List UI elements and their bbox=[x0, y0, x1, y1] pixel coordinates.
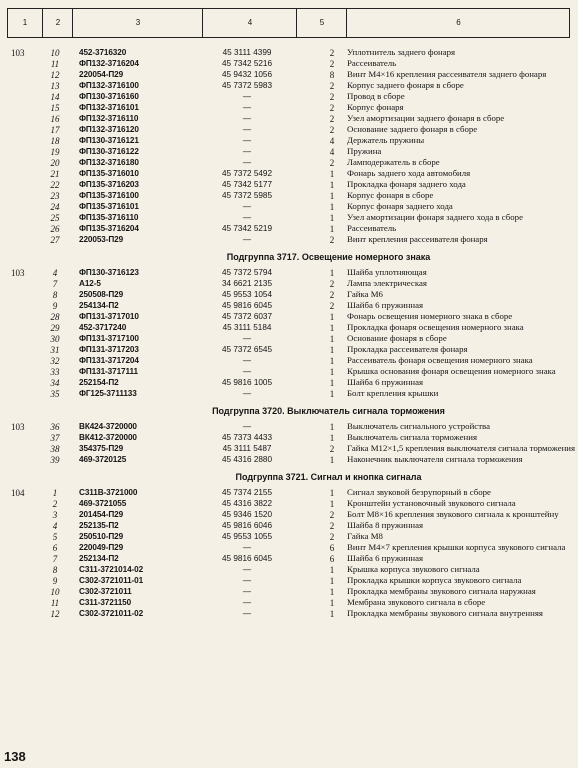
part-name: Провод в сборе bbox=[347, 91, 405, 101]
part-name: Рассеиватель фонаря освещения номерного знака bbox=[347, 355, 533, 365]
item-number: 7 bbox=[52, 554, 58, 564]
quantity: 2 bbox=[329, 290, 335, 300]
catalog-number: — bbox=[242, 202, 252, 211]
quantity: 2 bbox=[329, 48, 335, 58]
table-row bbox=[7, 334, 570, 345]
item-number: 6 bbox=[52, 543, 58, 553]
part-code: С302-3721011-01 bbox=[79, 576, 144, 585]
part-code: ФП131-3717203 bbox=[79, 345, 139, 354]
quantity: 4 bbox=[329, 136, 335, 146]
item-number: 2 bbox=[52, 499, 58, 509]
part-code: 252134-П2 bbox=[79, 554, 119, 563]
catalog-number: 45 7372 5794 bbox=[221, 268, 273, 277]
item-number: 8 bbox=[52, 565, 58, 575]
part-code: 250508-П29 bbox=[79, 290, 124, 299]
part-name: Крышка корпуса звукового сигнала bbox=[347, 564, 480, 574]
group-number: 103 bbox=[11, 422, 25, 432]
part-name: Шайба 6 пружинная bbox=[347, 553, 424, 563]
part-name: Наконечник выключателя сигнала торможения bbox=[347, 454, 523, 464]
part-name: Узел амортизации фонаря заднего хода в сборе bbox=[347, 212, 523, 222]
part-name: Сигнал звуковой безрупорный в сборе bbox=[347, 487, 491, 497]
catalog-number: — bbox=[242, 598, 252, 607]
item-number: 11 bbox=[50, 598, 60, 608]
part-code: ФП130-3716160 bbox=[79, 92, 139, 101]
catalog-number: 45 3111 5184 bbox=[222, 323, 272, 332]
catalog-number: — bbox=[242, 422, 252, 431]
item-number: 30 bbox=[50, 334, 60, 344]
item-number: 31 bbox=[50, 345, 60, 355]
item-number: 28 bbox=[50, 312, 60, 322]
item-number: 11 bbox=[50, 59, 60, 69]
part-name: Гайка М12×1,5 крепления выключателя сигнала торможения bbox=[347, 443, 576, 453]
part-code: ФП132-3716204 bbox=[79, 59, 139, 68]
part-code: ФП130-3716121 bbox=[79, 136, 139, 145]
part-name: Ламподержатель в сборе bbox=[347, 157, 440, 167]
table-row bbox=[7, 235, 570, 246]
part-code: 452-3716320 bbox=[79, 48, 127, 57]
catalog-number: — bbox=[242, 213, 252, 222]
part-code: 201454-П29 bbox=[79, 510, 124, 519]
table-row bbox=[7, 290, 570, 301]
quantity: 2 bbox=[329, 59, 335, 69]
part-code: ФП135-3716100 bbox=[79, 191, 139, 200]
part-code: ФП132-3716180 bbox=[79, 158, 139, 167]
part-code: С302-3721011 bbox=[79, 587, 132, 596]
item-number: 38 bbox=[50, 444, 60, 454]
catalog-number: — bbox=[242, 334, 252, 343]
part-code: ФП131-3717111 bbox=[79, 367, 138, 376]
part-code: 452-3717240 bbox=[79, 323, 127, 332]
part-code: 252135-П2 bbox=[79, 521, 119, 530]
catalog-number: — bbox=[242, 114, 252, 123]
quantity: 1 bbox=[329, 202, 335, 212]
part-name: Рассеиватель bbox=[347, 223, 397, 233]
table-row bbox=[7, 279, 570, 290]
part-code: 220049-П29 bbox=[79, 543, 124, 552]
part-name: Рассеиватель bbox=[347, 58, 397, 68]
part-code: ВК424-3720000 bbox=[79, 422, 137, 431]
item-number: 12 bbox=[50, 609, 60, 619]
part-name: Выключатель сигнала торможения bbox=[347, 432, 477, 442]
part-name: Узел амортизации заднего фонаря в сборе bbox=[347, 113, 505, 123]
catalog-number: — bbox=[242, 576, 252, 585]
catalog-number: — bbox=[242, 125, 252, 134]
part-code: С302-3721011-02 bbox=[79, 609, 144, 618]
catalog-number: — bbox=[242, 136, 252, 145]
part-code: ФП132-3716120 bbox=[79, 125, 139, 134]
catalog-number: 45 9816 6046 bbox=[221, 521, 273, 530]
catalog-number: 45 3111 5487 bbox=[222, 444, 272, 453]
group-number: 104 bbox=[11, 488, 25, 498]
header-col-4: 4 bbox=[202, 9, 297, 37]
catalog-number: — bbox=[242, 609, 252, 618]
table-row bbox=[7, 180, 570, 191]
quantity: 2 bbox=[329, 92, 335, 102]
quantity: 1 bbox=[329, 576, 335, 586]
item-number: 3 bbox=[52, 510, 58, 520]
subgroup-title: Подгруппа 3717. Освещение номерного знака bbox=[226, 252, 431, 262]
catalog-number: — bbox=[242, 103, 252, 112]
item-number: 20 bbox=[50, 158, 60, 168]
part-code: ФП132-3716100 bbox=[79, 81, 139, 90]
table-row bbox=[7, 48, 570, 59]
catalog-number: 45 7342 5219 bbox=[221, 224, 273, 233]
part-name: Корпус заднего фонаря в сборе bbox=[347, 80, 464, 90]
item-number: 33 bbox=[50, 367, 60, 377]
part-code: С311В-3721000 bbox=[79, 488, 138, 497]
table-row bbox=[7, 543, 570, 554]
table-row bbox=[7, 422, 570, 433]
quantity: 1 bbox=[329, 378, 335, 388]
part-code: ФП131-3717100 bbox=[79, 334, 139, 343]
part-code: ФП130-3716123 bbox=[79, 268, 139, 277]
quantity: 1 bbox=[329, 345, 335, 355]
item-number: 8 bbox=[52, 290, 58, 300]
part-code: ФП135-3716010 bbox=[79, 169, 139, 178]
part-name: Прокладка мембраны звукового сигнала внутренняя bbox=[347, 608, 543, 618]
part-code: 354375-П29 bbox=[79, 444, 124, 453]
table-row bbox=[7, 323, 570, 334]
part-code: ФП135-3716204 bbox=[79, 224, 139, 233]
quantity: 1 bbox=[329, 312, 335, 322]
part-code: ФП132-3716110 bbox=[79, 114, 139, 123]
quantity: 1 bbox=[329, 224, 335, 234]
table-row bbox=[7, 510, 570, 521]
part-name: Основание фонаря в сборе bbox=[347, 333, 447, 343]
catalog-number: 45 9816 1005 bbox=[221, 378, 273, 387]
catalog-number: 45 7372 5492 bbox=[221, 169, 273, 178]
quantity: 2 bbox=[329, 444, 335, 454]
subgroup-title: Подгруппа 3721. Сигнал и кнопка сигнала bbox=[235, 472, 422, 482]
catalog-number: 45 9432 1056 bbox=[221, 70, 273, 79]
header-col-5: 5 bbox=[296, 9, 347, 37]
quantity: 1 bbox=[329, 609, 335, 619]
item-number: 29 bbox=[50, 323, 60, 333]
quantity: 2 bbox=[329, 301, 335, 311]
quantity: 1 bbox=[329, 587, 335, 597]
item-number: 14 bbox=[50, 92, 60, 102]
group-number: 103 bbox=[11, 48, 25, 58]
part-name: Гайка М8 bbox=[347, 531, 383, 541]
catalog-number: — bbox=[242, 565, 252, 574]
part-code: ФП135-3716101 bbox=[79, 202, 139, 211]
catalog-number: — bbox=[242, 356, 252, 365]
quantity: 2 bbox=[329, 521, 335, 531]
table-row bbox=[7, 147, 570, 158]
part-name: Мембрана звукового сигнала в сборе bbox=[347, 597, 486, 607]
catalog-number: 45 9553 1054 bbox=[221, 290, 273, 299]
catalog-number: 45 9816 6045 bbox=[221, 554, 273, 563]
item-number: 4 bbox=[52, 268, 58, 278]
quantity: 1 bbox=[329, 191, 335, 201]
table-row bbox=[7, 554, 570, 565]
part-name: Винт крепления рассеивателя фонаря bbox=[347, 234, 488, 244]
part-name: Прокладка рассеивателя фонаря bbox=[347, 344, 468, 354]
quantity: 1 bbox=[329, 367, 335, 377]
table-row bbox=[7, 136, 570, 147]
part-code: С311-3721014-02 bbox=[79, 565, 144, 574]
part-code: 469-3721055 bbox=[79, 499, 127, 508]
item-number: 25 bbox=[50, 213, 60, 223]
quantity: 1 bbox=[329, 433, 335, 443]
part-name: Шайба 6 пружинная bbox=[347, 300, 424, 310]
part-name: Прокладка крышки корпуса звукового сигнала bbox=[347, 575, 522, 585]
header-col-1: 1 bbox=[22, 18, 28, 27]
table-row bbox=[7, 609, 570, 620]
quantity: 1 bbox=[329, 356, 335, 366]
part-name: Прокладка мембраны звукового сигнала наружная bbox=[347, 586, 536, 596]
part-code: ФП131-3717010 bbox=[79, 312, 139, 321]
catalog-number: — bbox=[242, 389, 252, 398]
item-number: 27 bbox=[50, 235, 60, 245]
table-row bbox=[7, 114, 570, 125]
catalog-number: — bbox=[242, 235, 252, 244]
catalog-number: — bbox=[242, 92, 252, 101]
part-code: 252154-П2 bbox=[79, 378, 119, 387]
quantity: 4 bbox=[329, 147, 335, 157]
table-row bbox=[7, 125, 570, 136]
part-name: Пружина bbox=[347, 146, 382, 156]
catalog-page bbox=[7, 8, 576, 756]
part-name: Фонарь заднего хода автомобиля bbox=[347, 168, 471, 178]
item-number: 16 bbox=[50, 114, 60, 124]
item-number: 39 bbox=[50, 455, 60, 465]
part-code: 469-3720125 bbox=[79, 455, 127, 464]
part-name: Болт крепления крышки bbox=[347, 388, 439, 398]
part-name: Винт М4×16 крепления рассеивателя заднего фонаря bbox=[347, 69, 547, 79]
catalog-number: 45 7342 5216 bbox=[221, 59, 273, 68]
part-name: Крышка основания фонаря освещения номерного знака bbox=[347, 366, 556, 376]
item-number: 4 bbox=[52, 521, 58, 531]
table-row bbox=[7, 389, 570, 400]
item-number: 32 bbox=[50, 356, 60, 366]
part-name: Корпус фонаря bbox=[347, 102, 404, 112]
quantity: 2 bbox=[329, 532, 335, 542]
item-number: 13 bbox=[50, 81, 60, 91]
parts-table-body bbox=[7, 47, 576, 620]
subgroup-title: Подгруппа 3720. Выключатель сигнала торможения bbox=[212, 406, 445, 416]
part-code: 220054-П29 bbox=[79, 70, 124, 79]
catalog-number: 45 7374 2155 bbox=[221, 488, 273, 497]
part-code: ФП131-3717204 bbox=[79, 356, 139, 365]
item-number: 7 bbox=[52, 279, 58, 289]
quantity: 2 bbox=[329, 103, 335, 113]
part-name: Лампа электрическая bbox=[347, 278, 427, 288]
catalog-number: 45 4316 3822 bbox=[221, 499, 273, 508]
catalog-number: — bbox=[242, 543, 252, 552]
part-code: ФП132-3716101 bbox=[79, 103, 139, 112]
catalog-number: 45 9346 1520 bbox=[221, 510, 273, 519]
header-col-3: 3 bbox=[72, 9, 203, 37]
table-row bbox=[7, 70, 570, 81]
catalog-number: 45 3111 4399 bbox=[222, 48, 272, 57]
quantity: 2 bbox=[329, 114, 335, 124]
part-code: ФП130-3716122 bbox=[79, 147, 139, 156]
quantity: 1 bbox=[329, 455, 335, 465]
catalog-number: 45 7372 5983 bbox=[221, 81, 273, 90]
part-name: Болт М8×16 крепления звукового сигнала к кронштейну bbox=[347, 509, 559, 519]
catalog-number: — bbox=[242, 147, 252, 156]
part-name: Корпус фонаря заднего хода bbox=[347, 201, 453, 211]
item-number: 18 bbox=[50, 136, 60, 146]
part-code: ВК412-3720000 bbox=[79, 433, 137, 442]
quantity: 2 bbox=[329, 279, 335, 289]
table-row bbox=[7, 81, 570, 92]
table-row bbox=[7, 92, 570, 103]
part-name: Шайба 8 пружинная bbox=[347, 520, 424, 530]
table-row bbox=[7, 158, 570, 169]
quantity: 6 bbox=[329, 543, 335, 553]
part-name: Гайка М6 bbox=[347, 289, 383, 299]
part-code: 254134-П2 bbox=[79, 301, 119, 310]
part-name: Прокладка фонаря освещения номерного знака bbox=[347, 322, 524, 332]
quantity: 2 bbox=[329, 125, 335, 135]
header-col-2: 2 bbox=[42, 9, 73, 37]
part-code: 250510-П29 bbox=[79, 532, 124, 541]
part-name: Уплотнитель заднего фонаря bbox=[347, 47, 456, 57]
part-name: Корпус фонаря в сборе bbox=[347, 190, 434, 200]
table-row bbox=[7, 268, 570, 279]
catalog-number: 45 7372 5985 bbox=[221, 191, 273, 200]
item-number: 1 bbox=[52, 488, 58, 498]
quantity: 8 bbox=[329, 70, 335, 80]
item-number: 12 bbox=[50, 70, 60, 80]
catalog-number: 45 7342 5177 bbox=[221, 180, 273, 189]
table-row bbox=[7, 169, 570, 180]
quantity: 1 bbox=[329, 334, 335, 344]
table-row bbox=[7, 521, 570, 532]
quantity: 6 bbox=[329, 554, 335, 564]
item-number: 21 bbox=[50, 169, 60, 179]
part-name: Шайба уплотняющая bbox=[347, 267, 427, 277]
item-number: 24 bbox=[50, 202, 60, 212]
part-code: 220053-П29 bbox=[79, 235, 124, 244]
catalog-number: 45 4316 2880 bbox=[221, 455, 273, 464]
quantity: 1 bbox=[329, 565, 335, 575]
catalog-number: — bbox=[242, 158, 252, 167]
quantity: 2 bbox=[329, 81, 335, 91]
item-number: 34 bbox=[50, 378, 60, 388]
catalog-number: 45 7373 4433 bbox=[221, 433, 273, 442]
quantity: 1 bbox=[329, 499, 335, 509]
catalog-number: 45 9816 6045 bbox=[221, 301, 273, 310]
page-number: 138 bbox=[4, 749, 26, 764]
item-number: 10 bbox=[50, 587, 60, 597]
quantity: 1 bbox=[329, 169, 335, 179]
item-number: 36 bbox=[50, 422, 60, 432]
table-row bbox=[7, 213, 570, 224]
part-code: С311-3721150 bbox=[79, 598, 132, 607]
table-header bbox=[7, 8, 570, 38]
item-number: 26 bbox=[50, 224, 60, 234]
item-number: 22 bbox=[50, 180, 60, 190]
part-name: Винт М4×7 крепления крышки корпуса звукового сигнала bbox=[347, 542, 566, 552]
quantity: 1 bbox=[329, 213, 335, 223]
part-name: Кронштейн установочный звукового сигнала bbox=[347, 498, 516, 508]
table-row bbox=[7, 367, 570, 378]
part-name: Фонарь освещения номерного знака в сборе bbox=[347, 311, 513, 321]
part-code: ФП135-3716203 bbox=[79, 180, 139, 189]
quantity: 1 bbox=[329, 180, 335, 190]
item-number: 19 bbox=[50, 147, 60, 157]
part-code: ФП135-3716110 bbox=[79, 213, 139, 222]
header-col-6: 6 bbox=[346, 9, 570, 37]
group-number: 103 bbox=[11, 268, 25, 278]
catalog-number: 45 7372 6037 bbox=[221, 312, 273, 321]
part-name: Выключатель сигнального устройства bbox=[347, 421, 490, 431]
part-code: ФГ125-3711133 bbox=[79, 389, 137, 398]
item-number: 17 bbox=[50, 125, 60, 135]
catalog-number: 45 7372 6545 bbox=[221, 345, 273, 354]
item-number: 15 bbox=[50, 103, 60, 113]
quantity: 1 bbox=[329, 268, 335, 278]
catalog-number: 34 6621 2135 bbox=[221, 279, 273, 288]
item-number: 10 bbox=[50, 48, 60, 58]
quantity: 1 bbox=[329, 323, 335, 333]
quantity: 1 bbox=[329, 598, 335, 608]
table-row bbox=[7, 587, 570, 598]
part-code: А12-5 bbox=[79, 279, 101, 288]
part-name: Держатель пружины bbox=[347, 135, 425, 145]
item-number: 9 bbox=[52, 576, 58, 586]
quantity: 2 bbox=[329, 235, 335, 245]
part-name: Шайба 6 пружинная bbox=[347, 377, 424, 387]
item-number: 9 bbox=[52, 301, 58, 311]
part-name: Прокладка фонаря заднего хода bbox=[347, 179, 466, 189]
item-number: 37 bbox=[50, 433, 60, 443]
quantity: 2 bbox=[329, 510, 335, 520]
quantity: 2 bbox=[329, 158, 335, 168]
item-number: 23 bbox=[50, 191, 60, 201]
table-row bbox=[7, 191, 570, 202]
catalog-number: — bbox=[242, 587, 252, 596]
catalog-number: 45 9553 1055 bbox=[221, 532, 273, 541]
quantity: 1 bbox=[329, 422, 335, 432]
part-name: Основание заднего фонаря в сборе bbox=[347, 124, 478, 134]
table-row bbox=[7, 378, 570, 389]
item-number: 5 bbox=[52, 532, 58, 542]
catalog-number: — bbox=[242, 367, 252, 376]
quantity: 1 bbox=[329, 488, 335, 498]
table-row bbox=[7, 455, 570, 466]
quantity: 1 bbox=[329, 389, 335, 399]
item-number: 35 bbox=[50, 389, 60, 399]
